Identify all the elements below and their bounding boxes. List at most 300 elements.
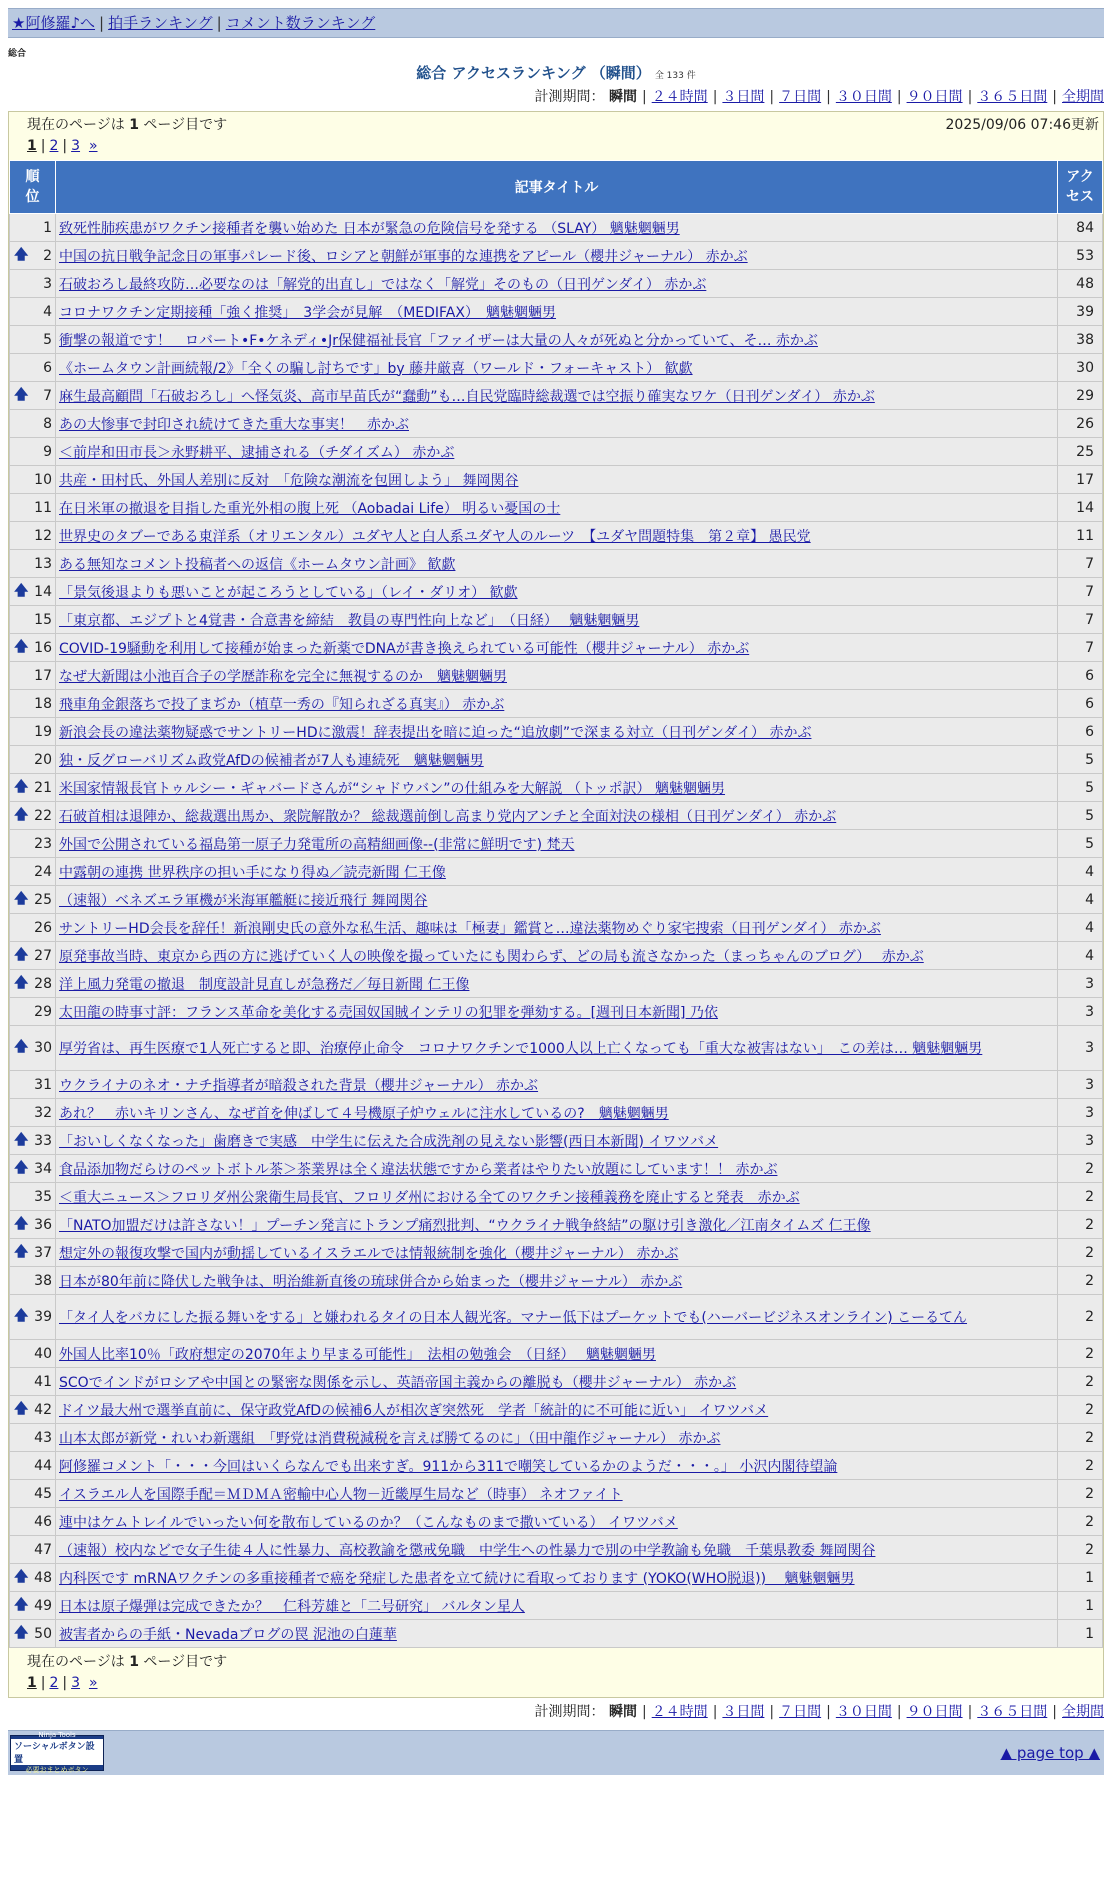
access-count: 39 (1058, 298, 1103, 326)
article-link[interactable]: 外国人比率10％「政府想定の2070年より早まる可能性」 法相の勉強会 （日経） 魑魅魍魎男 (59, 1346, 656, 1363)
rank-cell (10, 1368, 56, 1396)
table-row (10, 410, 1103, 438)
rank-number: 1 (43, 219, 52, 236)
article-link[interactable]: 共産・田村氏、外国人差別に反対 「危険な潮流を包囲しよう」 舞岡関谷 (59, 472, 519, 489)
rank-cell (10, 1340, 56, 1368)
access-count: 1 (1058, 1592, 1103, 1620)
period-30d[interactable]: ３０日間 (835, 1704, 892, 1720)
rank-cell (10, 550, 56, 578)
title-cell (56, 578, 1058, 606)
table-row (10, 998, 1103, 1026)
article-link[interactable]: 連中はケムトレイルでいったい何を散布しているのか？（こんなものまで撒いている） イワツバメ (59, 1514, 678, 1531)
up-arrow-icon: 🡅 (14, 890, 29, 907)
period-90d[interactable]: ９０日間 (906, 89, 963, 105)
rank-number: 27 (34, 947, 52, 964)
access-count: 30 (1058, 354, 1103, 382)
rank-number: 40 (34, 1345, 52, 1362)
table-row (10, 1340, 1103, 1368)
rank-number: 16 (34, 639, 52, 656)
rank-number: 7 (43, 387, 52, 404)
article-link[interactable]: 飛車角金銀落ちで投了まぢか（植草一秀の『知られざる真実』） 赤かぶ (59, 696, 505, 713)
article-link[interactable]: 致死性肺疾患がワクチン接種者を襲い始めた 日本が緊急の危険信号を発する （SLAY） 魑魅魍魎男 (59, 220, 680, 237)
article-link[interactable]: 中国の抗日戦争記念日の軍事パレード後、ロシアと朝鮮が軍事的な連携をアピール（櫻井ジャーナル） 赤かぶ (59, 248, 748, 265)
rank-cell (10, 1127, 56, 1155)
article-link[interactable]: 「タイ人をバカにした振る舞いをする」と嫌われるタイの日本人観光客。マナー低下はプーケットでも(ハーバービジネスオンライン) こーるてん (59, 1310, 968, 1326)
title-cell (56, 326, 1058, 354)
article-link[interactable]: イスラエル人を国際手配＝ＭＤＭＡ密輸中心人物－近畿厚生局など（時事） ネオファイト (59, 1486, 623, 1503)
title-cell (56, 438, 1058, 466)
title-cell (56, 466, 1058, 494)
title-cell (56, 942, 1058, 970)
rank-cell (10, 522, 56, 550)
title-cell (56, 242, 1058, 270)
rank-number: 21 (34, 779, 52, 796)
article-link[interactable]: 麻生最高顧問「石破おろし」へ怪気炎、高市早苗氏が“蠢動”も…自民党臨時総裁選では空振り確実なワケ（日刊ゲンダイ） 赤かぶ (59, 388, 875, 405)
rank-cell (10, 1267, 56, 1295)
title-cell (56, 1026, 1058, 1071)
period-3d[interactable]: ３日間 (722, 89, 765, 105)
rank-number: 42 (34, 1401, 52, 1418)
rank-number: 19 (34, 723, 52, 740)
period-90d[interactable]: ９０日間 (906, 1704, 963, 1720)
article-link[interactable]: 《ホームタウン計画続報/2》「全くの騙し討ちです」by 藤井厳喜（ワールド・フォーキャスト） 歓歔 (59, 360, 693, 377)
rank-cell (10, 1396, 56, 1424)
title-cell (56, 522, 1058, 550)
rank-number: 36 (34, 1216, 52, 1233)
title-cell (56, 774, 1058, 802)
rank-number: 23 (34, 835, 52, 852)
up-arrow-icon: 🡅 (14, 386, 29, 403)
access-count: 1 (1058, 1620, 1103, 1648)
title-cell (56, 1452, 1058, 1480)
access-count: 2 (1058, 1508, 1103, 1536)
rank-cell (10, 690, 56, 718)
title-cell (56, 1071, 1058, 1099)
title-cell (56, 914, 1058, 942)
title-cell (56, 1620, 1058, 1648)
up-arrow-icon: 🡅 (14, 1624, 29, 1641)
access-count: 2 (1058, 1424, 1103, 1452)
access-count: 2 (1058, 1211, 1103, 1239)
rank-cell (10, 1452, 56, 1480)
rank-cell (10, 970, 56, 998)
period-24h[interactable]: ２４時間 (651, 1704, 708, 1720)
table-row (10, 522, 1103, 550)
rank-cell (10, 1099, 56, 1127)
table-row (10, 1536, 1103, 1564)
title-cell (56, 886, 1058, 914)
article-link[interactable]: 「NATO加盟だけは許さない！」プーチン発言にトランプ痛烈批判、“ウクライナ戦争終結”の駆け引き激化／江南タイムズ 仁王像 (59, 1217, 871, 1234)
table-row (10, 242, 1103, 270)
pager-next[interactable]: » (88, 1675, 98, 1691)
table-row (10, 1592, 1103, 1620)
rank-cell (10, 466, 56, 494)
rank-cell (10, 718, 56, 746)
updated-time: 2025/09/06 07:46更新 (945, 117, 1099, 133)
table-row (10, 1155, 1103, 1183)
rank-cell (10, 242, 56, 270)
table-row (10, 270, 1103, 298)
title-cell (56, 746, 1058, 774)
title-cell (56, 494, 1058, 522)
table-row (10, 1480, 1103, 1508)
rank-cell (10, 1620, 56, 1648)
rank-cell (10, 634, 56, 662)
pager-current: 1 (27, 1675, 37, 1691)
access-count: 17 (1058, 466, 1103, 494)
title-cell (56, 1127, 1058, 1155)
title-cell (56, 970, 1058, 998)
title-cell (56, 634, 1058, 662)
rank-number: 3 (43, 275, 52, 292)
rank-cell (10, 662, 56, 690)
rank-number: 29 (34, 1003, 52, 1020)
ranking-body (10, 214, 1103, 1648)
table-row (10, 606, 1103, 634)
rank-cell (10, 1564, 56, 1592)
access-count: 7 (1058, 578, 1103, 606)
article-link[interactable]: COVID-19騒動を利用して接種が始まった新薬でDNAが書き換えられている可能性（櫻井ジャーナル） 赤かぶ (59, 640, 750, 657)
period-all[interactable]: 全期間 (1062, 89, 1104, 105)
table-row (10, 634, 1103, 662)
up-arrow-icon: 🡅 (14, 1400, 29, 1417)
rank-cell (10, 774, 56, 802)
rank-cell (10, 858, 56, 886)
table-row (10, 830, 1103, 858)
title-cell (56, 354, 1058, 382)
up-arrow-icon: 🡅 (14, 1568, 29, 1585)
period-all[interactable]: 全期間 (1062, 1704, 1104, 1720)
article-link[interactable]: 洋上風力発電の撤退 制度設計見直しが急務だ／毎日新聞 仁王像 (59, 976, 470, 993)
pager-page-2[interactable]: 2 (49, 1675, 59, 1691)
rank-cell (10, 1211, 56, 1239)
title-cell (56, 550, 1058, 578)
article-link[interactable]: ある無知なコメント投稿者への返信《ホームタウン計画》 歓歔 (59, 556, 456, 573)
table-row (10, 718, 1103, 746)
up-arrow-icon: 🡅 (14, 806, 29, 823)
access-count: 2 (1058, 1183, 1103, 1211)
nav-separator: | (216, 14, 222, 32)
access-count: 4 (1058, 914, 1103, 942)
access-count: 29 (1058, 382, 1103, 410)
title-cell (56, 298, 1058, 326)
access-count: 4 (1058, 858, 1103, 886)
rank-number: 10 (34, 471, 52, 488)
access-count: 7 (1058, 606, 1103, 634)
rank-number: 50 (34, 1625, 52, 1642)
access-count: 48 (1058, 270, 1103, 298)
title-header: 記事タイトル (56, 161, 1058, 214)
rank-number: 33 (34, 1132, 52, 1149)
article-link[interactable]: 米国家情報長官トゥルシー・ギャバードさんが“シャドウバン”の仕組みを大解説 （トッポ訳） 魑魅魍魎男 (59, 780, 726, 797)
title-cell (56, 1155, 1058, 1183)
access-count: 26 (1058, 410, 1103, 438)
nav-link-clap-ranking[interactable]: 拍手ランキング (108, 14, 213, 32)
access-count: 4 (1058, 942, 1103, 970)
period-current: 瞬間 (608, 89, 637, 105)
rank-number: 31 (34, 1076, 52, 1093)
title-cell (56, 1480, 1058, 1508)
up-arrow-icon: 🡅 (14, 246, 29, 263)
rank-cell (10, 410, 56, 438)
rank-number: 28 (34, 975, 52, 992)
rank-number: 43 (34, 1429, 52, 1446)
up-arrow-icon: 🡅 (14, 1159, 29, 1176)
rank-number: 11 (34, 499, 52, 516)
nav-separator: | (99, 14, 105, 32)
access-count: 2 (1058, 1368, 1103, 1396)
table-row (10, 1071, 1103, 1099)
period-7d[interactable]: ７日間 (779, 89, 822, 105)
access-count: 2 (1058, 1295, 1103, 1340)
rank-number: 26 (34, 919, 52, 936)
article-link[interactable]: 被害者からの手紙・Nevadaブログの罠 泥池の白蓮華 (59, 1626, 397, 1643)
article-link[interactable]: 衝撃の報道です！ ロバート•F•ケネディ•Jr保健福祉長官「ファイザーは大量の人々が死ぬと分かっていて、そ… 赤かぶ (59, 332, 818, 349)
article-link[interactable]: 食品添加物だらけのペットボトル茶＞茶業界は全く違法状態ですから業者はやりたい放題にしています！！ 赤かぶ (59, 1161, 778, 1178)
rank-cell (10, 1480, 56, 1508)
article-link[interactable]: なぜ大新聞は小池百合子の学歴詐称を完全に無視するのか 魑魅魍魎男 (59, 668, 507, 685)
article-link[interactable]: 内科医です mRNAワクチンの多重接種者で癌を発症した患者を立て続けに看取っております (YOKO(WHO脱退)) 魑魅魍魎男 (59, 1570, 855, 1587)
table-row (10, 970, 1103, 998)
access-count: 38 (1058, 326, 1103, 354)
page-title: 総合 アクセスランキング （瞬間） (416, 64, 651, 82)
rank-cell (10, 326, 56, 354)
period-3d[interactable]: ３日間 (722, 1704, 765, 1720)
period-selector-top: 計測期間： 瞬間 | ２４時間 | ３日間 | ７日間 | ３０日間 | ９０日間 | ３６５日間 | 全期間 (534, 89, 1104, 105)
article-link[interactable]: （速報）校内などで女子生徒４人に性暴力、高校教諭を懲戒免職 中学生への性暴力で別の中学教諭も免職 千葉県教委 舞岡関谷 (59, 1542, 876, 1559)
title-cell (56, 1508, 1058, 1536)
access-count: 5 (1058, 830, 1103, 858)
rank-number: 18 (34, 695, 52, 712)
title-cell (56, 1340, 1058, 1368)
article-link[interactable]: あれ？ 赤いキリンさん、なぜ首を伸ばして４号機原子炉ウェルに注水しているの? 魑魅魍魎男 (59, 1105, 669, 1122)
rank-number: 5 (43, 331, 52, 348)
period-label: 計測期間： (534, 89, 605, 105)
rank-cell (10, 298, 56, 326)
article-link[interactable]: 新浪会長の違法薬物疑惑でサントリーHDに激震！辞表提出を暗に迫った“追放劇”で深まる対立（日刊ゲンダイ） 赤かぶ (59, 724, 812, 741)
up-arrow-icon: 🡅 (14, 974, 29, 991)
top-nav (8, 8, 1104, 38)
article-link[interactable]: 「東京都、エジプトと4覚書・合意書を締結 教員の専門性向上など」 （日経） 魑魅魍魎男 (59, 612, 640, 629)
rank-number: 37 (34, 1244, 52, 1261)
rank-cell (10, 998, 56, 1026)
rank-cell (10, 354, 56, 382)
article-link[interactable]: 阿修羅コメント「・・・今回はいくらなんでも出来すぎ。911から311で嘲笑しているかのようだ・・・。」 小沢内閣待望論 (59, 1458, 838, 1475)
article-link[interactable]: 独・反グローバリズム政党AfDの候補者が7人も連続死 魑魅魍魎男 (59, 752, 484, 769)
period-selector-bottom: 計測期間： 瞬間 | ２４時間 | ３日間 | ７日間 | ３０日間 | ９０日間 | ３６５日間 | 全期間 (534, 1704, 1104, 1720)
period-current: 瞬間 (608, 1704, 637, 1720)
article-link[interactable]: 中露朝の連携 世界秩序の担い手になり得ぬ／読売新聞 仁王像 (59, 864, 446, 881)
title-cell (56, 1424, 1058, 1452)
pager-page-3[interactable]: 3 (71, 1675, 81, 1691)
title-cell (56, 410, 1058, 438)
access-count: 6 (1058, 718, 1103, 746)
rank-number: 17 (34, 667, 52, 684)
rank-cell (10, 578, 56, 606)
page-top-link[interactable]: ▲ page top ▲ (1000, 1744, 1100, 1762)
table-row (10, 802, 1103, 830)
article-link[interactable]: 太田龍の時事寸評：フランス革命を美化する売国奴国賊インテリの犯罪を弾劾する。[週刊日本新聞] 乃依 (59, 1004, 718, 1021)
table-row (10, 466, 1103, 494)
table-row (10, 746, 1103, 774)
rank-cell (10, 1239, 56, 1267)
article-link[interactable]: SCOでインドがロシアや中国との緊密な関係を示し、英語帝国主義からの離脱も（櫻井ジャーナル） 赤かぶ (59, 1374, 737, 1391)
rank-number: 2 (43, 247, 52, 264)
pager-page-3[interactable]: 3 (71, 138, 81, 154)
rank-cell (10, 1536, 56, 1564)
access-count: 4 (1058, 886, 1103, 914)
table-header-row (10, 161, 1103, 214)
article-link[interactable]: 原発事故当時、東京から西の方に逃げていく人の映像を撮っていたにも関わらず、どの局も流さなかった（まっちゃんのブログ） 赤かぶ (59, 948, 924, 965)
rank-cell (10, 1155, 56, 1183)
access-header: アクセス (1058, 161, 1103, 214)
access-count: 2 (1058, 1267, 1103, 1295)
access-count: 2 (1058, 1480, 1103, 1508)
article-link[interactable]: 石破首相は退陣か、総裁選出馬か、衆院解散か？ 総裁選前倒し高まり党内アンチと全面対決の様相（日刊ゲンダイ） 赤かぶ (59, 808, 837, 825)
article-link[interactable]: 外国で公開されている福島第一原子力発電所の高精細画像--(非常に鮮明です) 梵天 (59, 836, 575, 853)
table-row (10, 1239, 1103, 1267)
rank-header: 順位 (10, 161, 56, 214)
access-count: 53 (1058, 242, 1103, 270)
rank-cell (10, 830, 56, 858)
access-count: 5 (1058, 746, 1103, 774)
table-row (10, 1396, 1103, 1424)
pager-page-2[interactable]: 2 (49, 138, 59, 154)
article-link[interactable]: コロナワクチン定期接種「強く推奨」 3学会が見解 （MEDIFAX） 魑魅魍魎男 (59, 304, 556, 321)
rank-cell (10, 382, 56, 410)
rank-number: 6 (43, 359, 52, 376)
ninja-tools-social-button[interactable]: Ninja Tools ソーシャルボタン設置 必要おまとめボタン (10, 1735, 104, 1771)
period-7d[interactable]: ７日間 (779, 1704, 822, 1720)
rank-cell (10, 942, 56, 970)
article-link[interactable]: 「おいしくなくなった」歯磨きで実感 中学生に伝えた合成洗剤の見えない影響(西日本新聞) イワツバメ (59, 1133, 719, 1150)
pager-bottom: 1 | 2 | 3 » (27, 1675, 98, 1691)
article-link[interactable]: あの大惨事で封印され続けてきた重大な事実！ 赤かぶ (59, 416, 409, 433)
article-link[interactable]: 山本太郎が新党・れいわ新選組 「野党は消費税減税を言えば勝てるのに」（田中龍作ジャーナル） 赤かぶ (59, 1430, 721, 1447)
rank-cell (10, 886, 56, 914)
period-365d[interactable]: ３６５日間 (977, 89, 1048, 105)
up-arrow-icon: 🡅 (14, 778, 29, 795)
access-count: 3 (1058, 970, 1103, 998)
title-cell (56, 802, 1058, 830)
table-row (10, 326, 1103, 354)
title-cell (56, 606, 1058, 634)
access-count: 3 (1058, 1127, 1103, 1155)
article-link[interactable]: 日本が80年前に降伏した戦争は、明治維新直後の琉球併合から始まった（櫻井ジャーナル） 赤かぶ (59, 1273, 683, 1290)
access-count: 1 (1058, 1564, 1103, 1592)
title-cell (56, 1099, 1058, 1127)
article-link[interactable]: 在日米軍の撤退を目指した重光外相の腹上死 （Aobadai Life） 明るい憂国の士 (59, 500, 561, 517)
period-30d[interactable]: ３０日間 (835, 89, 892, 105)
page-info-text: 現在のページは 1 ページ目です (27, 117, 228, 133)
article-link[interactable]: ＜重大ニュース＞フロリダ州公衆衛生局長官、フロリダ州における全てのワクチン接種義務を廃止すると発表 赤かぶ (59, 1189, 800, 1206)
access-count: 3 (1058, 998, 1103, 1026)
article-link[interactable]: ドイツ最大州で選挙直前に、保守政党AfDの候補6人が相次ぎ突然死 学者「統計的に不可能に近い」 イワツバメ (59, 1402, 769, 1419)
rank-cell (10, 214, 56, 242)
title-cell (56, 1211, 1058, 1239)
table-row (10, 1620, 1103, 1648)
article-link[interactable]: 想定外の報復攻撃で国内が動揺しているイスラエルでは情報統制を強化（櫻井ジャーナル） 赤かぶ (59, 1245, 679, 1262)
title-cell (56, 214, 1058, 242)
up-arrow-icon: 🡅 (14, 1596, 29, 1613)
title-cell (56, 1267, 1058, 1295)
period-365d[interactable]: ３６５日間 (977, 1704, 1048, 1720)
rank-number: 48 (34, 1569, 52, 1586)
ranking-heading (0, 62, 1112, 83)
rank-number: 8 (43, 415, 52, 432)
table-row (10, 662, 1103, 690)
table-row (10, 494, 1103, 522)
access-count: 3 (1058, 1026, 1103, 1071)
nav-link-asyura[interactable]: ★阿修羅♪へ (12, 14, 96, 32)
up-arrow-icon: 🡅 (14, 1131, 29, 1148)
nav-link-comment-ranking[interactable]: コメント数ランキング (225, 14, 376, 32)
up-arrow-icon: 🡅 (14, 1243, 29, 1260)
article-link[interactable]: 世界史のタブーである東洋系（オリエンタル）ユダヤ人と白人系ユダヤ人のルーツ 【ユダヤ問題特集 第２章】 愚民党 (59, 528, 811, 545)
footer-bar (8, 1730, 1104, 1775)
rank-number: 41 (34, 1373, 52, 1390)
access-count: 84 (1058, 214, 1103, 242)
up-arrow-icon: 🡅 (14, 1215, 29, 1232)
access-count: 6 (1058, 690, 1103, 718)
ranking-panel (8, 111, 1104, 1698)
article-link[interactable]: サントリーHD会長を辞任！新浪剛史氏の意外な私生活、趣味は「極妻」鑑賞と…違法薬物めぐり家宅捜索（日刊ゲンダイ） 赤かぶ (59, 920, 881, 937)
rank-number: 15 (34, 611, 52, 628)
rank-number: 20 (34, 751, 52, 768)
rank-cell (10, 606, 56, 634)
rank-number: 14 (34, 583, 52, 600)
period-24h[interactable]: ２４時間 (651, 89, 708, 105)
table-row (10, 1267, 1103, 1295)
article-link[interactable]: 日本は原子爆弾は完成できたか？ 仁科芳雄と「二号研究」 バルタン星人 (59, 1598, 525, 1615)
title-cell (56, 270, 1058, 298)
up-arrow-icon: 🡅 (14, 1039, 29, 1055)
article-link[interactable]: 「景気後退よりも悪いことが起ころうとしている」（レイ・ダリオ） 歓歔 (59, 584, 518, 601)
table-row (10, 858, 1103, 886)
title-cell (56, 1592, 1058, 1620)
title-cell (56, 1295, 1058, 1340)
rank-number: 49 (34, 1597, 52, 1614)
title-cell (56, 858, 1058, 886)
access-count: 2 (1058, 1340, 1103, 1368)
access-count: 5 (1058, 802, 1103, 830)
rank-number: 38 (34, 1272, 52, 1289)
title-cell (56, 662, 1058, 690)
rank-cell (10, 494, 56, 522)
pager-top: 1 | 2 | 3 » (27, 138, 98, 154)
article-link[interactable]: 石破おろし最終攻防…必要なのは「解党的出直し」ではなく「解党」そのもの（日刊ゲンダイ） 赤かぶ (59, 276, 707, 293)
title-cell (56, 1239, 1058, 1267)
pager-next[interactable]: » (88, 138, 98, 154)
table-row (10, 438, 1103, 466)
rank-number: 12 (34, 527, 52, 544)
access-count: 7 (1058, 634, 1103, 662)
rank-number: 35 (34, 1188, 52, 1205)
title-cell (56, 718, 1058, 746)
table-row (10, 1026, 1103, 1071)
rank-cell (10, 1508, 56, 1536)
table-row (10, 1099, 1103, 1127)
table-row (10, 1508, 1103, 1536)
access-count: 2 (1058, 1396, 1103, 1424)
title-cell (56, 1183, 1058, 1211)
article-link[interactable]: （速報）ベネズエラ軍機が米海軍艦艇に接近飛行 舞岡関谷 (59, 892, 428, 909)
article-link[interactable]: ウクライナのネオ・ナチ指導者が暗殺された背景（櫻井ジャーナル） 赤かぶ (59, 1077, 539, 1094)
total-count: 全 133 件 (654, 71, 696, 81)
article-link[interactable]: ＜前岸和田市長＞永野耕平、逮捕される（チダイズム） 赤かぶ (59, 444, 455, 461)
article-link[interactable]: 厚労省は、再生医療で1人死亡すると即、治療停止命令 コロナワクチンで1000人以上亡くなっても「重大な被害はない」 この差は… 魑魅魍魎男 (59, 1041, 983, 1057)
category-label: 総合 (8, 49, 27, 59)
